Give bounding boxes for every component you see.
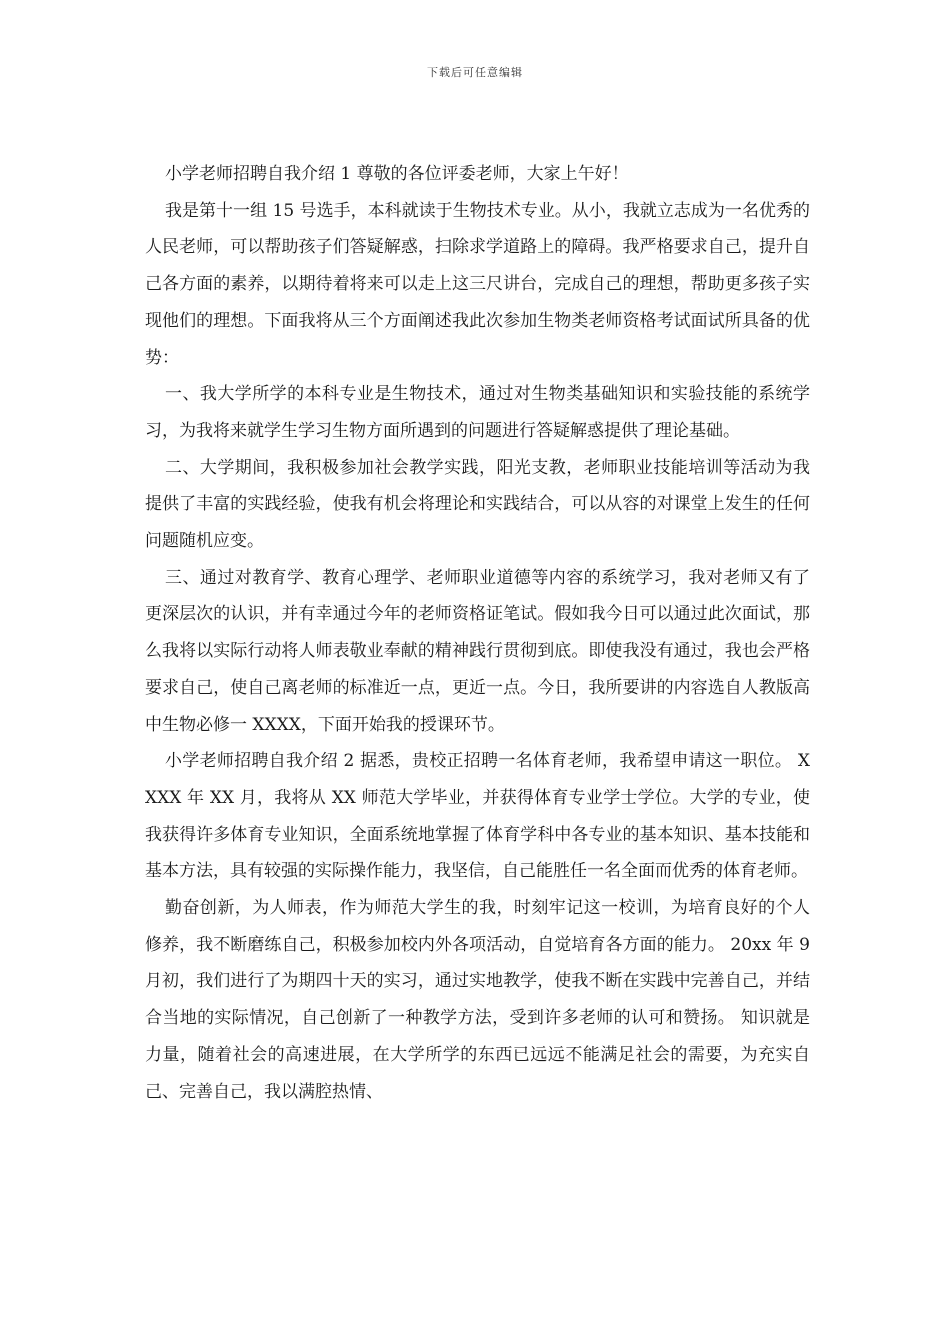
paragraph-advantage-2: 二、大学期间，我积极参加社会教学实践，阳光支教，老师职业技能培训等活动为我提供了丰富的实践经验，使我有机会将理论和实践结合，可以从容的对课堂上发生的任何问题随机应变。 [145,457,810,552]
paragraph-advantage-1: 一、我大学所学的本科专业是生物技术，通过对生物类基础知识和实验技能的系统学习，为我将来就学生学习生物方面所遇到的问题进行答疑解惑提供了理论基础。 [145,384,810,441]
paragraph-diligence-innovation: 勤奋创新，为人师表，作为师范大学生的我，时刻牢记这一校训，为培育良好的个人修养，我不断磨练自己，积极参加校内外各项活动，自觉培育各方面的能力。 20xx 年 9 月初，我们进行了为期四十天的实习，通过实地教学，使我不断在实践中完善自己，并结合当地的实际情况，自己创新了一种教学方法，受到许多老师的认可和赞扬。 知识就是力量，随着社会的高速进展，在大学所学的东西已远远不能满足社会的需要，为充实自己、完善自己，我以满腔热情、 [145,898,810,1102]
paragraph-intro-2-application: 小学老师招聘自我介绍 2 据悉，贵校正招聘一名体育老师，我希望申请这一职位。 XXXX 年 XX 月，我将从 XX 师范大学毕业，并获得体育专业学士学位。大学的专业，使我获得许多体育专业知识，全面系统地掌握了体育学科中各专业的基本知识、基本技能和基本方法，具有较强的实际操作能力，我坚信，自己能胜任一名全面而优秀的体育老师。 [145,751,810,882]
page-header-note: 下载后可任意编辑 [427,66,523,79]
paragraph-intro-1-greeting: 小学老师招聘自我介绍 1 尊敬的各位评委老师，大家上午好！ [165,164,629,184]
paragraph-advantage-3: 三、通过对教育学、教育心理学、老师职业道德等内容的系统学习，我对老师又有了更深层次的认识，并有幸通过今年的老师资格证笔试。假如我今日可以通过此次面试，那么我将以实际行动将人师表敬业奉献的精神践行贯彻到底。即使我没有通过，我也会严格要求自己，使自己离老师的标准近一点，更近一点。今日，我所要讲的内容选自人教版高中生物必修一 XXXX，下面开始我的授课环节。 [145,567,810,735]
document-body [145,156,810,1110]
paragraph-candidate-background: 我是第十一组 15 号选手，本科就读于生物技术专业。从小，我就立志成为一名优秀的人民老师，可以帮助孩子们答疑解惑，扫除求学道路上的障碍。我严格要求自己，提升自己各方面的素养，以期待着将来可以走上这三尺讲台，完成自己的理想，帮助更多孩子实现他们的理想。下面我将从三个方面阐述我此次参加生物类老师资格考试面试所具备的优势： [145,200,810,368]
